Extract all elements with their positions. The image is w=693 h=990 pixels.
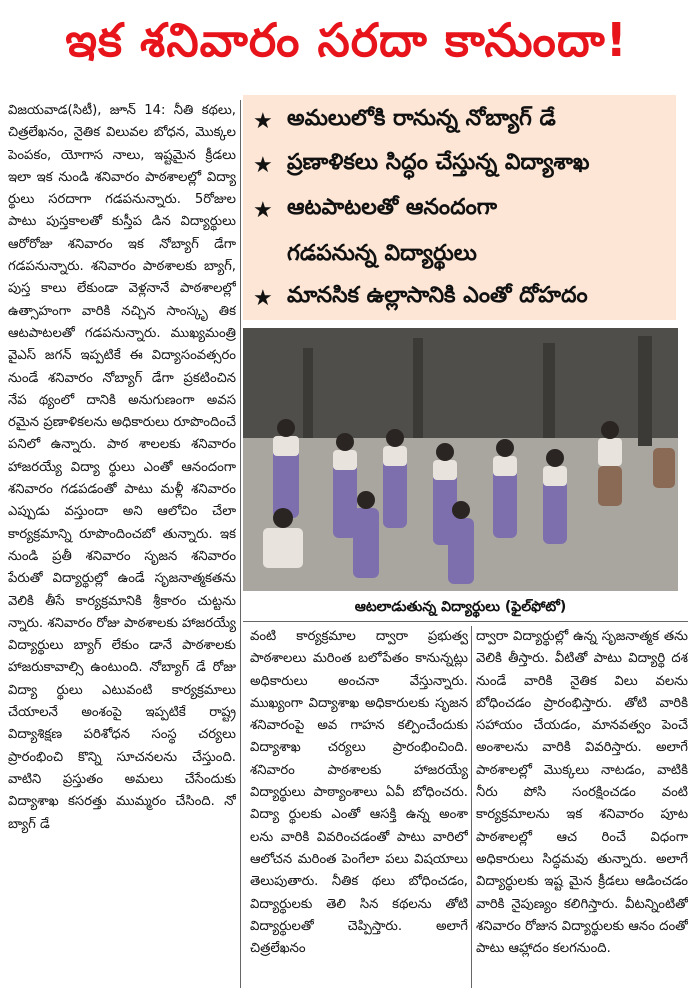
star-icon: ★ <box>253 197 273 223</box>
article-column-1 <box>8 100 236 988</box>
highlights-box <box>243 95 676 320</box>
article-text-2: వంటి కార్యక్రమాల ద్వారా ప్రభుత్వ పాఠశాలలు మరింత బలోపేతం కానున్నట్లు అధికారులు అంచనా వేస్తున్నారు. ముఖ్యంగా విద్యాశాఖ అధికారులకు సృజన శనివారంపై అవ గాహన కల్పించేందుకు విద్యాశాఖ చర్యలు ప్రారంభించింది. శనివారం పాఠశాలకు హాజరయ్యే విద్యార్థులు పాఠ్యాంశాలు ఏవీ బోధించరు. విద్యా ర్థులకు ఎంతో ఆసక్తి ఉన్న అంశా లను వారికి వివరించడంతో పాటు వారిలో ఆలోచన మరింత పెంగేలా పలు విషయాలు తెలుపుతారు. నీతిక థలు బోధించడం, విద్యార్థులకు తెలి సిన కథలను తోటి విద్యార్థులతో చెప్పిస్తారు. అలాగే చిత్రలేఖనం <box>250 629 468 957</box>
photo-illustration <box>243 328 678 591</box>
star-icon: ★ <box>253 108 273 134</box>
highlight-text-continued: గడపనున్న విద్యార్థులు <box>287 241 477 266</box>
highlight-item <box>253 147 590 183</box>
headline: ఇక శనివారం సరదా కానుందా! <box>65 13 628 67</box>
photo-caption: ఆటలాడుతున్న విద్యార్థులు (ఫైల్‌ఫోటో) <box>354 599 567 615</box>
article-text-1: విజయవాడ(సిటీ), జూన్ 14: నీతి కథలు, చిత్రలేఖనం, నైతిక విలువల బోధన, మొక్కల పెంపకం, యోగాస నాలు, ఇష్టమైన క్రీడలు ఇలా ఇక నుండి శనివారం పాఠశాలల్లో విద్యా ర్థులు సరదాగా గడపనున్నారు. 5రోజుల పాటు పుస్తకాలతో కుస్తీప డిన విద్యార్థులు ఆరోరోజు శనివారం ఇక నోబ్యాగ్ డేగా గడపనున్నారు. శనివారం పాఠశాలకు బ్యాగ్, పుస్త కాలు లేకుండా వెళ్లనానే పాఠశాలల్లో ఉత్సాహంగా వారికి నచ్చిన సాంస్కృ తిక ఆటపాటలతో గడపనున్నారు. ముఖ్యమంత్రి వైఎస్ జగన్ ఇప్పటికే ఈ విద్యాసంవత్సరం నుండే శనివారం నోబ్యాగ్ డేగా ప్రకటించిన నేప థ్యంలో దానికి అనుగుణంగా అవస రమైన ప్రణాళికలను అధికారులు రూపొందించే పనిలో ఉన్నారు. పాఠ శాలలకు శనివారం హాజరయ్యే విద్యా ర్థులు ఎంతో ఆనందంగా శనివారం గడపడంతో పాటు మళ్లీ శనివారం ఎప్పుడు వస్తుందా అని ఆలోచిం చేలా కార్యక్రమాన్ని రూపొందించబో తున్నారు. ఇక నుండి ప్రతీ శనివారం సృజన శనివారం పేరుతో విద్యార్థుల్లో ఉండే సృజనాత్మకతను వెలికి తీసే కార్యక్రమానికి శ్రీకారం చుట్టను న్నారు. శనివారం రోజు పాఠశాలకు హాజరయ్యే విద్యార్థులు బ్యాగ్ లేకుం డానే పాఠశాలకు హాజరుకావాల్సి ఉంటుంది. నోబ్యాగ్ డే రోజు విద్యా ర్థులు ఎటువంటి కార్యక్రమాలు చేయాలనే అంశంపై ఇప్పటికే రాష్ట్ర విద్యాశిక్షణ పరిశోధన సంస్థ చర్యలు ప్రారంభించి కొన్ని సూచనలను చేస్తుంది. వాటిని ప్రస్తుతం అమలు చేసేందుకు విద్యాశాఖ కసరత్తు ముమ్మరం చేసింది. నో బ్యాగ్ డే <box>8 103 236 832</box>
article-text-3: ద్వారా విద్యార్థుల్లో ఉన్న సృజనాత్మక తను వెలికి తీస్తారు. వీటితో పాటు విద్యార్థి దశ నుండే వారికి నైతిక విలు వలను బోధించడం ప్రారంభిస్తారు. తోటి వారికి సహాయం చేయడం, మానవత్వం పెంచే అంశాలను వారికి వివరిస్తారు. అలాగే పాఠశాలల్లో మొక్కలు నాటడం, వాటికి నీరు పోసి సంరక్షించడం వంటి కార్యక్రమాలను ఇక శనివారం పూట పాఠశాలల్లో ఆచ రించే విధంగా అధికారులు సిద్ధమవు తున్నారు. అలాగే విద్యార్థులకు ఇష్ట మైన క్రీడలు ఆడించడం వారికి నైపుణ్యం కలిగిస్తారు. వీటన్నింటితో శనివారం రోజున విద్యార్థులకు ఆనం దంతో పాటు ఆహ్లాదం కలగనుంది. <box>476 629 688 957</box>
star-icon: ★ <box>253 285 273 311</box>
highlight-text: ప్రణాళికలు సిద్ధం చేస్తున్న విద్యాశాఖ <box>287 150 590 175</box>
highlight-item <box>253 280 588 316</box>
column-divider <box>471 626 472 988</box>
students-photo <box>243 328 678 591</box>
star-icon: ★ <box>253 152 273 178</box>
highlight-item <box>253 103 556 139</box>
article-column-2 <box>250 626 468 988</box>
highlight-item <box>253 192 497 228</box>
highlight-text: మానసిక ఉల్లాసానికి ఎంతో దోహదం <box>287 283 588 308</box>
highlight-text: ఆటపాటలతో ఆనందంగా <box>287 195 498 220</box>
highlight-text: అమలులోకి రానున్న నోబ్యాగ్ డే <box>287 106 556 131</box>
caption-divider <box>243 621 688 622</box>
article-column-3 <box>476 626 688 988</box>
column-divider <box>240 100 241 988</box>
